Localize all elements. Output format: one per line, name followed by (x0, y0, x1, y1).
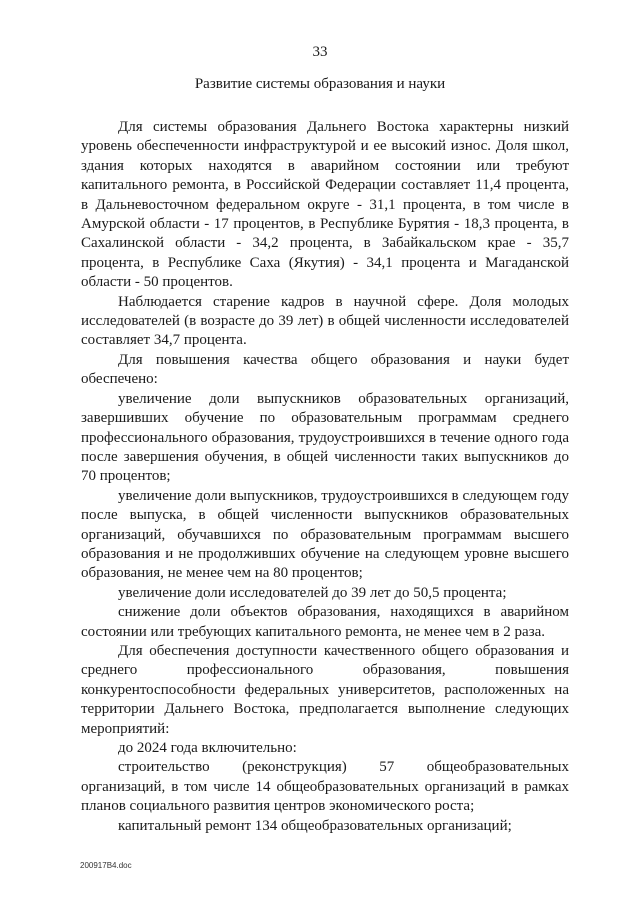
paragraph-spo-graduates: увеличение доли выпускников образовательных организаций, завершивших обучение по образовательным программам среднего профессионального образования, трудоустроившихся в течение одного года после завершения обучения, в общей численности таких выпускников до 70 процентов; (81, 390, 569, 485)
paragraph-accessibility: Для обеспечения доступности качественного общего образования и среднего профессионального образования, повышения конкурентоспособности федеральных университетов, расположенных на территории Дальнего Востока, предполагается выполнение следующих мероприятий: (81, 642, 569, 737)
paragraph-young-researchers: увеличение доли исследователей до 39 лет до 50,5 процента; (118, 584, 507, 601)
paragraph-higher-ed-graduates: увеличение доли выпускников, трудоустроившихся в следующем году после выпуска, в общей численности выпускников образовательных организаций, обучавшихся по образовательным программам высшего образования и не продолживших обучение на следующем уровне высшего образования, не менее чем на 80 процентов; (81, 487, 569, 582)
body-text (81, 118, 569, 836)
file-name-footer: 200917B4.doc (80, 861, 132, 870)
paragraph-until-2024: до 2024 года включительно: (118, 740, 297, 756)
paragraph-construction: строительство (реконструкция) 57 общеобразовательных организаций, в том числе 14 общеобразовательных организаций в рамках планов социального развития центров экономического роста; (81, 759, 569, 815)
paragraph-infrastructure: Для системы образования Дальнего Востока характерны низкий уровень обеспеченности инфраструктурой и ее высокий износ. Доля школ, здания которых находятся в аварийном состоянии или требуют капитального ремонта, в Российской Федерации составляет 11,4 процента, в Дальневосточном федеральном округе - 31,1 процента, в том числе в Амурской области - 17 процентов, в Республике Бурятия - 18,3 процента, в Сахалинской области - 34,2 процента, в Забайкальском крае - 35,7 процента, в Республике Саха (Якутия) - 34,1 процента и Магаданской области - 50 процентов. (81, 119, 569, 291)
section-heading: Развитие системы образования и науки (194, 76, 446, 92)
paragraph-capital-repair: капитальный ремонт 134 общеобразовательных организаций; (118, 817, 512, 834)
paragraph-staff-aging: Наблюдается старение кадров в научной сфере. Доля молодых исследователей (в возрасте до 39 лет) в общей численности исследователей составляет 34,7 процента. (81, 293, 569, 349)
paragraph-quality-intro: Для повышения качества общего образования и науки будет обеспечено: (81, 351, 569, 388)
page-number: 33 (312, 44, 328, 60)
paragraph-emergency-objects: снижение доли объектов образования, находящихся в аварийном состоянии или требующих капитального ремонта, не менее чем в 2 раза. (81, 604, 569, 640)
